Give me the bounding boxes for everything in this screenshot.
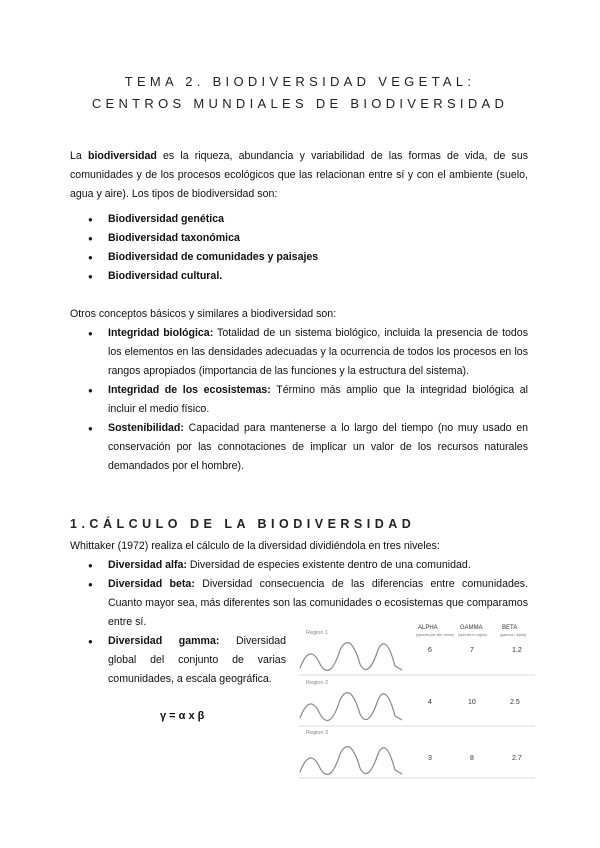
subheader-beta: (gamma / alpha) <box>500 633 527 637</box>
type-item: Biodiversidad genética <box>108 213 224 225</box>
list-item <box>88 267 528 286</box>
region-label: Region 3 <box>306 730 329 736</box>
gamma-value: 7 <box>470 647 474 654</box>
type-item: Biodiversidad de comunidades y paisajes <box>108 251 319 263</box>
list-item <box>88 229 528 248</box>
list-item <box>88 324 528 381</box>
concept-term: Sostenibilidad: <box>108 422 184 434</box>
intro-lead: La <box>70 150 88 162</box>
document-title-line-2: CENTROS MUNDIALES DE BIODIVERSIDAD <box>91 96 509 111</box>
concept-term: Integridad biológica: <box>108 327 214 339</box>
concept-text: Capacidad para mantenerse a lo largo del tiempo (no muy usado en conservación por las connotaciones de implicar un valor de los recursos naturales demandados por el hombre). <box>108 422 528 472</box>
level-term: Diversidad alfa: <box>108 559 187 571</box>
intro-rest: es la riqueza, abundancia y variabilidad de las formas de vida, de sus comunidades y de los procesos ecológicos que las relacionan entre sí y con el ambiente (suelo, agua y aire). Los tipos de biodiversidad son: <box>70 150 529 200</box>
header-alpha: ALPHA <box>418 625 438 631</box>
subheader-gamma: (species in region) <box>458 633 488 637</box>
region-dividers <box>298 675 535 778</box>
region-label: Region 1 <box>306 630 329 636</box>
gamma-value: 8 <box>470 755 474 762</box>
profile-region-2 <box>300 693 402 721</box>
other-concepts-intro: Otros conceptos básicos y similares a biodiversidad son: <box>70 308 337 320</box>
profile-region-3 <box>300 747 402 775</box>
level-term: Diversidad beta: <box>108 578 195 590</box>
level-text: Diversidad de especies existente dentro de una comunidad. <box>186 559 471 571</box>
beta-value: 2.7 <box>512 755 522 762</box>
diversity-formula: γ = α x β <box>160 710 205 722</box>
subheader-alpha: (species per site, mean) <box>416 633 455 637</box>
document-title-line-1: TEMA 2. BIODIVERSIDAD VEGETAL: <box>124 74 476 89</box>
alpha-value: 4 <box>428 699 432 706</box>
concept-term: Integridad de los ecosistemas: <box>108 384 271 396</box>
level-text: Diversidad global del conjunto de varias comunidades, a escala geográfica. <box>108 635 286 685</box>
type-item: Biodiversidad cultural. <box>108 270 223 282</box>
intro-term: biodiversidad <box>87 150 157 162</box>
concept-text: Término más amplio que la integridad biológica al incluir el medio físico. <box>108 384 528 415</box>
biodiversity-types-list <box>88 210 528 286</box>
mountain-profiles <box>300 643 402 775</box>
beta-value: 2.5 <box>510 699 520 706</box>
list-item <box>88 556 528 575</box>
profile-region-1 <box>300 643 402 671</box>
list-item <box>88 632 286 689</box>
type-item: Biodiversidad taxonómica <box>108 232 240 244</box>
concept-text: Totalidad de un sistema biológico, incluida la presencia de todos los elementos en las densidades adecuadas y la ocurrencia de todos los procesos en los rangos apropiados (importancia de las funciones y la estructura del sistema). <box>108 327 528 377</box>
region-label: Region 2 <box>306 680 329 686</box>
concepts-list <box>88 324 528 476</box>
list-item <box>88 381 528 419</box>
alpha-value: 6 <box>428 647 432 654</box>
whittaker-paragraph: Whittaker (1972) realiza el cálculo de la diversidad dividiéndola en tres niveles: <box>70 540 440 552</box>
intro-paragraph <box>70 147 528 204</box>
diversity-regions-figure <box>290 620 540 780</box>
header-beta: BETA <box>502 625 518 631</box>
level-term: Diversidad gamma: <box>108 635 220 647</box>
list-item <box>88 210 528 229</box>
list-item <box>88 419 528 476</box>
list-item <box>88 248 528 267</box>
level-text: Diversidad consecuencia de las diferencias entre comunidades. Cuanto mayor sea, más diferentes son las comunidades o ecosistemas que comparamos entre sí. <box>108 578 528 628</box>
gamma-value: 10 <box>468 699 476 706</box>
header-gamma: GAMMA <box>460 625 483 631</box>
section-heading: 1.CÁLCULO DE LA BIODIVERSIDAD <box>70 517 416 531</box>
alpha-value: 3 <box>428 755 432 762</box>
beta-value: 1.2 <box>512 647 522 654</box>
